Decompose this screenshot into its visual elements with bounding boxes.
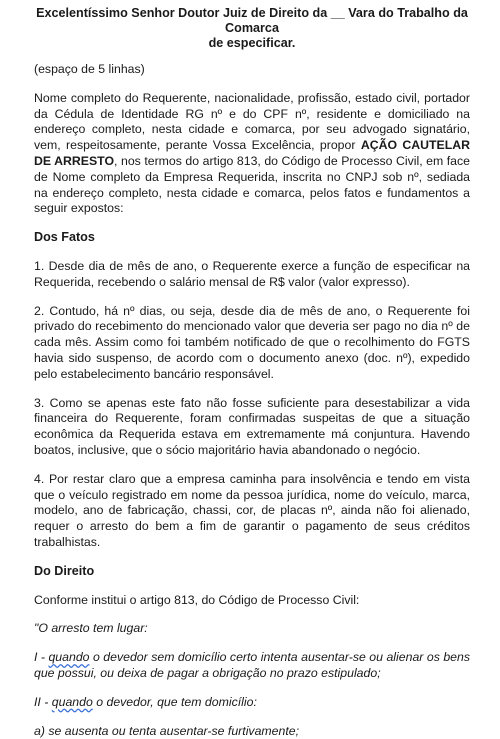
fact-2: 2. Contudo, há nº dias, ou seja, desde dia de mês de ano, o Requerente foi privado do recebimento do mencionado valor que deveria ser pago no dia nº de cada mês. Assim como foi também notificado de que o recolhimento do FGTS havia sido suspenso, de acordo com o documento anexo (doc. nº), expedido pelo estabelecimento bancário responsável. <box>34 304 470 383</box>
document-title-line2: de especificar. <box>34 36 470 51</box>
spacing-note: (espaço de 5 linhas) <box>34 62 470 78</box>
spellcheck-word-2: quando <box>52 695 93 709</box>
spellcheck-word-1: quando <box>48 650 89 664</box>
item-2-prefix: II - <box>34 695 52 709</box>
facts-heading: Dos Fatos <box>34 230 470 246</box>
quote-item-2 <box>34 695 470 711</box>
item-2-text: o devedor, que tem domicílio: <box>93 695 257 709</box>
quote-item-1 <box>34 650 470 682</box>
quote-open: "O arresto tem lugar: <box>34 621 470 637</box>
quote-item-a: a) se ausenta ou tenta ausentar-se furtivamente; <box>34 724 470 739</box>
item-1-text: o devedor sem domicílio certo intenta ausentar-se ou alienar os bens que possui, ou deixa de pagar a obrigação no prazo estipulado; <box>34 650 470 680</box>
action-name: AÇÃO CAUTELAR DE ARRESTO <box>34 138 470 168</box>
intro-text-1: Nome completo do Requerente, nacionalidade, profissão, estado civil, portador da Cédula de Identidade RG nº e do CPF nº, residente e domiciliado na endereço completo, nesta cidade e comarca, por seu advogado signatário, vem, respeitosamente, perante Vossa Excelência, propor <box>34 91 470 152</box>
fact-1: 1. Desde dia de mês de ano, o Requerente exerce a função de especificar na Requerida, recebendo o salário mensal de R$ valor (valor expresso). <box>34 259 470 291</box>
law-heading: Do Direito <box>34 564 470 580</box>
intro-text-2: , nos termos do artigo 813, do Código de Processo Civil, em face de Nome completo da Empresa Requerida, inscrita no CNPJ sob nº, sediada na endereço completo, nesta cidade e comarca, pelos fatos e fundamentos a seguir expostos: <box>34 154 470 215</box>
fact-4: 4. Por restar claro que a empresa caminha para insolvência e tendo em vista que o veículo registrado em nome da pessoa jurídica, nome do veículo, marca, modelo, ano de fabricação, chassi, cor, de placas nº, ainda não foi alienado, requer o arresto do bem a fim de garantir o pagamento de seus créditos trabalhistas. <box>34 472 470 551</box>
intro-paragraph <box>34 91 470 217</box>
law-intro: Conforme institui o artigo 813, do Código de Processo Civil: <box>34 593 470 609</box>
document-title-line1: Excelentíssimo Senhor Doutor Juiz de Direito da __ Vara do Trabalho da Comarca <box>34 6 470 36</box>
fact-3: 3. Como se apenas este fato não fosse suficiente para desestabilizar a vida financeira do Requerente, foram confirmadas suspeitas de que a situação econômica da Requerida estava em extremamente má conjuntura. Havendo boatos, inclusive, que o sócio majoritário havia abandonado o negócio. <box>34 396 470 459</box>
item-1-prefix: I - <box>34 650 48 664</box>
